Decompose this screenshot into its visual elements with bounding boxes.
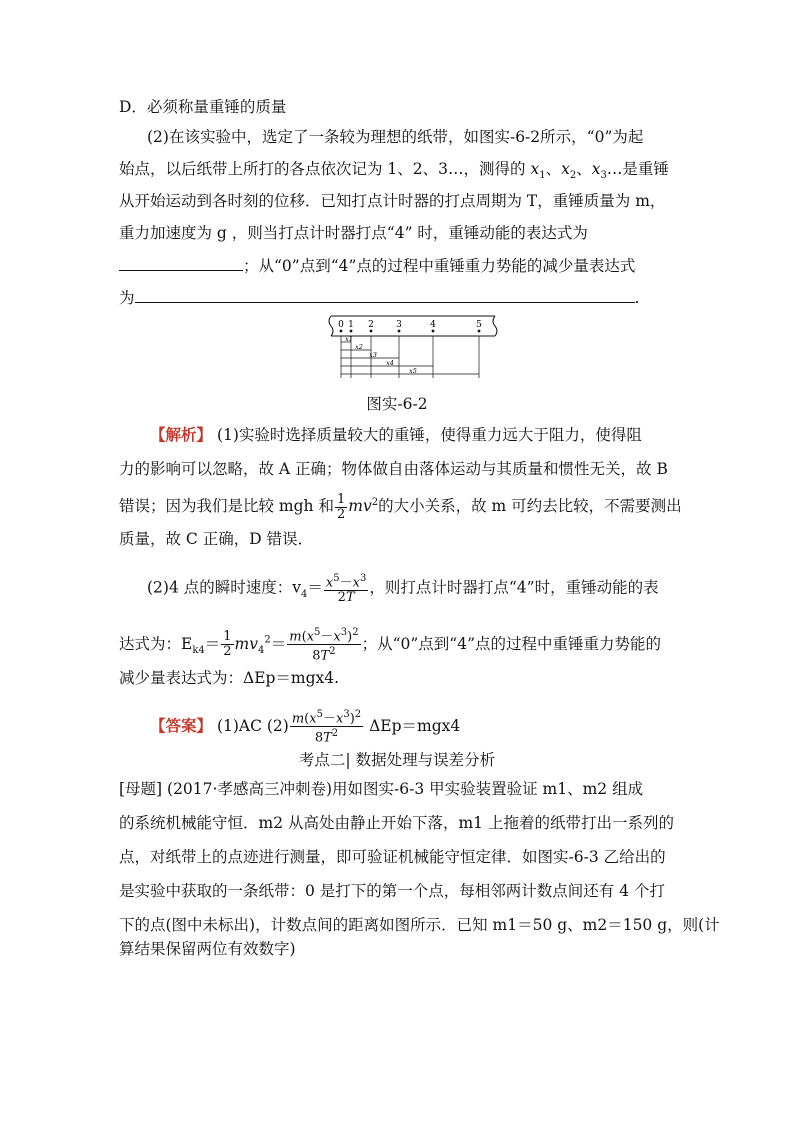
option-d: D．必须称量重锤的质量 xyxy=(119,98,287,116)
half-mv2-fraction: $\frac{1}{2}$ xyxy=(336,491,346,522)
tape-span-label-x3: x3 xyxy=(369,351,377,359)
tape-point-label-3: 3 xyxy=(396,320,402,330)
analysis-line5-end: ，则打点计时器打点“4”时，重锤动能的表 xyxy=(369,578,659,597)
part2-line4: 重力加速度为 g ，则当打点计时器打点“4” 时，重锤动能的表达式为 xyxy=(119,224,588,242)
analysis-line6-end: ；从“0”点到“4”点的过程中重锤重力势能的 xyxy=(361,634,662,653)
tape-point-dot-0 xyxy=(340,330,343,333)
tape-point-label-4: 4 xyxy=(430,320,436,330)
answer-tag: 【答案】 xyxy=(150,715,213,735)
problem-line1: [母题] (2017·孝感高三冲刺卷)用如图实-6-3 甲实验装置验证 m1、m2 组成 xyxy=(119,780,644,798)
tape-point-dot-1 xyxy=(350,330,353,333)
problem-line5: 下的点(图中未标出)，计数点间的距离如图所示．已知 m1＝50 g、m2＝150 g，则(计 xyxy=(119,916,720,934)
tape-span-label-x4: x4 xyxy=(386,359,394,367)
tape-point-label-0: 0 xyxy=(338,320,344,330)
tape-point-label-2: 2 xyxy=(368,320,374,330)
part2-line5-text: ；从“0”点到“4”点的过程中重锤重力势能的减少量表达式 xyxy=(243,257,636,275)
tape-point-dot-5 xyxy=(478,330,481,333)
analysis-line7: 减少量表达式为：ΔEp＝mgx4. xyxy=(119,669,340,687)
analysis-line6: 达式为：$E_{k4}=$ $\frac{1}{2}$ $mv_4^2=$ $\frac{m(x^5-x^3)^2}{8T^2}$ ；从“0”点到“4”点的过程中重锤重力势能的 xyxy=(119,627,662,664)
answer-text1: (1)AC (2) xyxy=(212,716,289,735)
analysis-line5: (2)4 点的瞬时速度：$v_4=$ $\frac{x^5-x^3}{2T}$ ，则打点计时器打点“4”时，重锤动能的表 xyxy=(147,573,659,606)
problem-line3: 点，对纸带上的点迹进行测量，即可验证机械能守恒定律．如图实-6-3 乙给出的 xyxy=(119,848,666,866)
part2-line6-end: . xyxy=(634,289,640,307)
half-fraction: $\frac{1}{2}$ xyxy=(223,629,232,660)
analysis-line6-start: 达式为：E xyxy=(119,634,193,653)
tape-right-tear xyxy=(493,316,497,336)
analysis-line3-start: 错误；因为我们是比较 mgh 和 xyxy=(119,497,334,516)
tape-point-label-1: 1 xyxy=(348,320,354,330)
part2-line3: 从开始运动到各时刻的位移．已知打点计时器的打点周期为 T，重锤质量为 m， xyxy=(119,192,666,210)
tape-point-label-5: 5 xyxy=(476,320,482,330)
answer-line xyxy=(150,708,710,746)
tape-span-label-x1: x1 xyxy=(345,335,353,343)
tape-span-label-x5: x5 xyxy=(409,367,417,375)
part2-line6 xyxy=(119,286,679,309)
v4-fraction: $\frac{x^5-x^3}{2T}$ xyxy=(325,573,367,606)
tape-point-dot-3 xyxy=(398,330,401,333)
section-title: 考点二| 数据处理与误差分析 xyxy=(298,751,496,769)
tape-point-dot-2 xyxy=(370,330,373,333)
part2-line2-end: …是重锤 xyxy=(606,160,669,178)
analysis-line2: 力的影响可以忽略，故 A 正确；物体做自由落体运动与其质量和惯性无关，故 B xyxy=(119,460,668,478)
analysis-line1 xyxy=(150,424,710,446)
problem-line2: 的系统机械能守恒．m2 从高处由静止开始下落，m1 上拖着的纸带打出一系列的 xyxy=(119,814,674,832)
part2-line5 xyxy=(119,254,679,277)
problem-line6: 算结果保留两位有效数字) xyxy=(119,940,296,958)
problem-line4: 是实验中获取的一条纸带：0 是打下的第一个点，每相邻两计数点间还有 4 个打 xyxy=(119,882,666,900)
analysis-line5-start: (2)4 点的瞬时速度：v xyxy=(147,578,302,597)
analysis-line3-end: 的大小关系，故 m 可约去比较，不需要测出 xyxy=(378,497,682,516)
analysis-line3: 错误；因为我们是比较 mgh 和 $\frac{1}{2}$ $mv^2$的大小关系，故 m 可约去比较，不需要测出 xyxy=(119,491,682,522)
answer-text2: ΔEp＝mgx4 xyxy=(364,716,461,735)
answer-fraction: $\frac{m(x^5-x^3)^2}{8T^2}$ xyxy=(291,709,362,746)
answer-blank-1[interactable] xyxy=(119,254,243,271)
analysis-tag: 【解析】 xyxy=(150,425,213,444)
tape-left-tear xyxy=(329,316,333,336)
tape-point-dot-4 xyxy=(432,330,435,333)
tape-edges xyxy=(331,316,495,336)
part2-line1: (2)在该实验中，选定了一条较为理想的纸带，如图实-6-2所示，“0”为起 xyxy=(147,128,644,146)
figure-caption: 图实-6-2 xyxy=(366,395,428,413)
part2-line2-start: 始点，以后纸带上所打的各点依次记为 1、2、3…，测得的 xyxy=(119,160,531,178)
answer-blank-2[interactable] xyxy=(135,286,635,303)
tape-span-label-x2: x2 xyxy=(355,343,363,351)
analysis-line1-text: (1)实验时选择质量较大的重锤，使得重力远大于阻力，使得阻 xyxy=(212,426,642,444)
ek4-fraction: $\frac{m(x^5-x^3)^2}{8T^2}$ xyxy=(289,627,359,664)
part2-line6-start: 为 xyxy=(119,289,135,307)
tape-figure xyxy=(325,314,501,380)
part2-line2: 始点，以后纸带上所打的各点依次记为 1、2、3…，测得的 $x_1$、$x_2$、$x_3\dots$是重锤 xyxy=(119,160,669,182)
analysis-line4: 质量，故 C 正确，D 错误． xyxy=(119,530,314,548)
